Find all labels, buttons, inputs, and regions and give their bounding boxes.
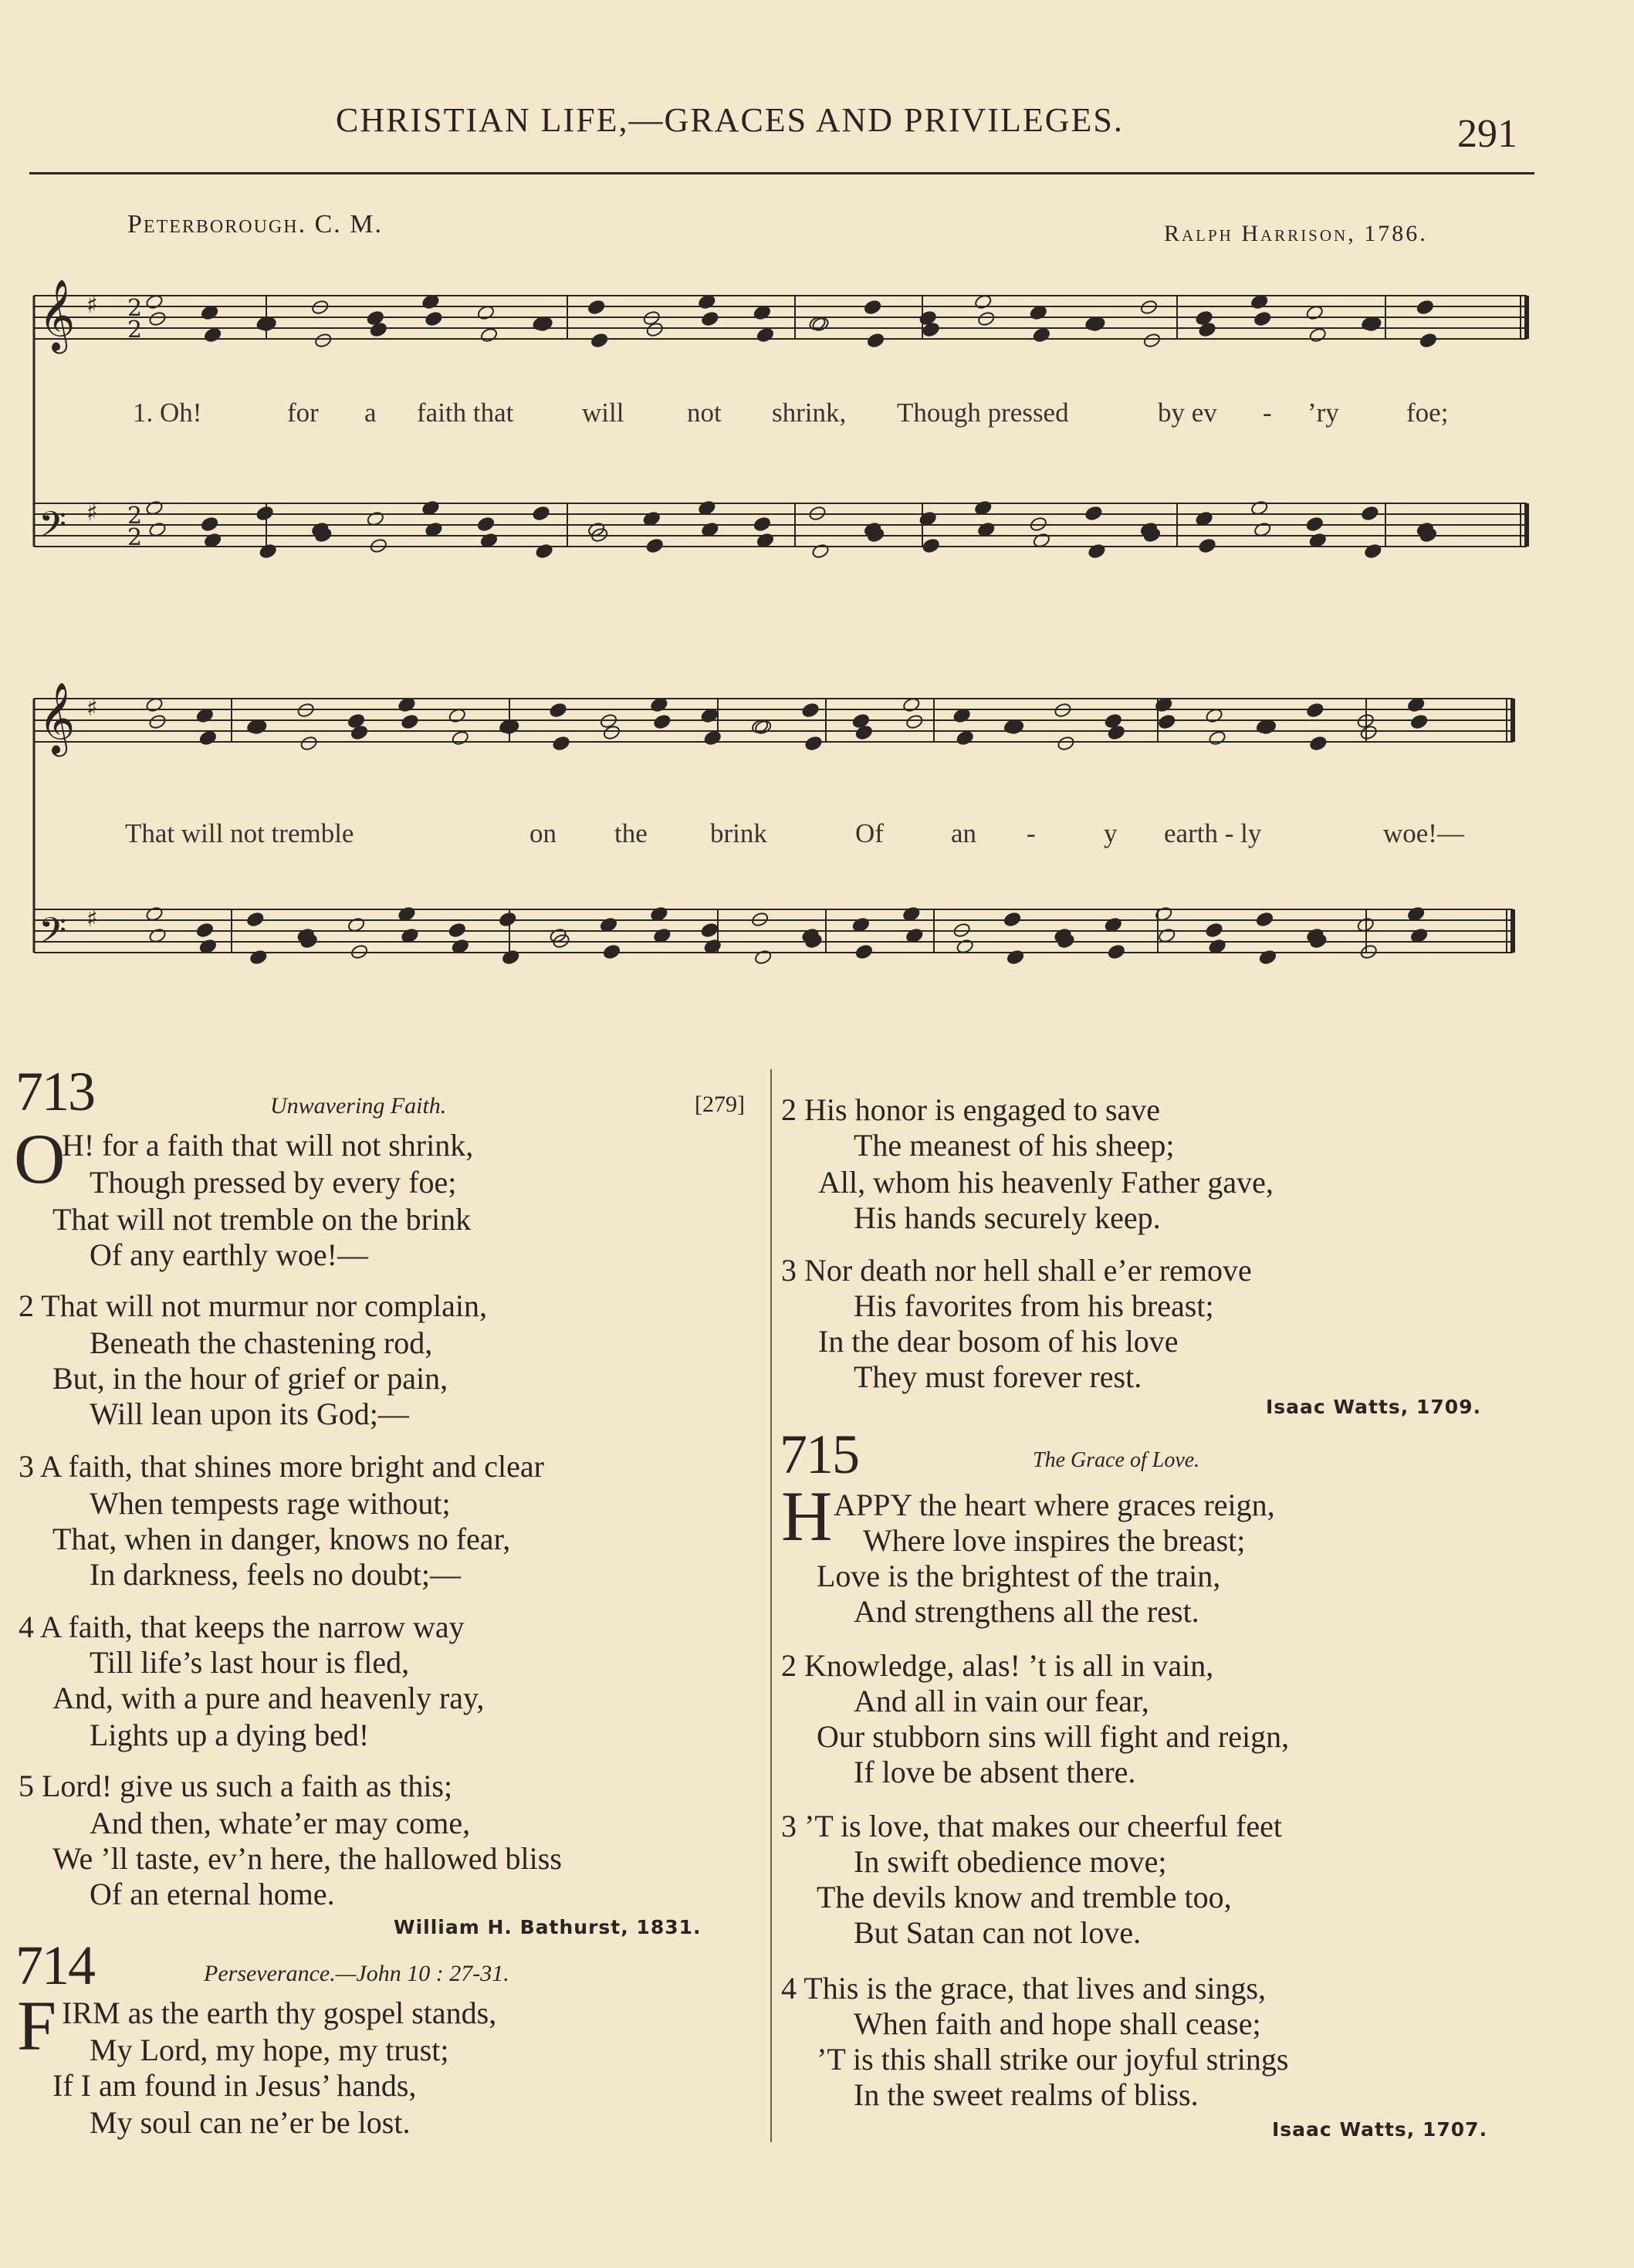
hymn-title: Unwavering Faith. xyxy=(270,1093,447,1119)
verse-line: 3 ’T is love, that makes our cheerful feet xyxy=(781,1809,1283,1843)
hymn-number: 713 xyxy=(15,1061,94,1122)
verse-line: In swift obedience move; xyxy=(854,1844,1167,1879)
verse-line: APPY the heart where graces reign, xyxy=(834,1488,1275,1522)
verse-line: 2 That will not murmur nor complain, xyxy=(19,1288,487,1323)
verse-line: And, with a pure and heavenly ray, xyxy=(52,1681,485,1715)
hymn-title: The Grace of Love. xyxy=(1033,1448,1200,1472)
verse-line: When faith and hope shall cease; xyxy=(854,2006,1261,2041)
music-score xyxy=(0,0,1634,1050)
verse-line: My Lord, my hope, my trust; xyxy=(90,2033,449,2067)
lyric-syllable: an xyxy=(951,818,977,848)
verse-line: ’T is this shall strike our joyful strings xyxy=(817,2042,1289,2077)
svg-text:♯: ♯ xyxy=(86,906,98,933)
verse-line: That, when in danger, knows no fear, xyxy=(52,1522,511,1556)
tune-name: Peterborough. C. M. xyxy=(127,210,383,239)
verse-line: 2 Knowledge, alas! ’t is all in vain, xyxy=(781,1648,1214,1683)
lyric-syllable: - xyxy=(1027,818,1036,848)
lyric-syllable: on xyxy=(529,818,557,848)
lyric-syllable: ’ry xyxy=(1308,398,1339,428)
lyric-syllable: a xyxy=(364,398,377,428)
verse-line: His hands securely keep. xyxy=(854,1200,1161,1235)
svg-text:2: 2 xyxy=(127,295,143,322)
svg-text:2: 2 xyxy=(127,503,143,530)
verse-line: Our stubborn sins will fight and reign, xyxy=(817,1719,1290,1754)
svg-text:2: 2 xyxy=(127,524,143,551)
lyric-syllable: earth - ly xyxy=(1164,818,1262,848)
svg-text:♯: ♯ xyxy=(86,499,98,526)
verse-line: Where love inspires the breast; xyxy=(863,1523,1246,1558)
drop-cap: O xyxy=(14,1119,66,1198)
verse-line: But, in the hour of grief or pain, xyxy=(52,1361,448,1396)
verse-line: That will not tremble on the brink xyxy=(52,1202,472,1237)
verse-line: They must forever rest. xyxy=(854,1359,1142,1394)
drop-cap: H xyxy=(781,1477,833,1555)
lyric-syllable: That will not tremble xyxy=(125,818,354,848)
column-divider xyxy=(770,1069,772,2142)
svg-text:𝄞: 𝄞 xyxy=(39,682,76,753)
verse-line: And all in vain our fear, xyxy=(854,1684,1149,1718)
verse-line: In the dear bosom of his love xyxy=(818,1324,1179,1359)
lyric-syllable: shrink, xyxy=(772,398,847,428)
lyric-syllable: Of xyxy=(855,818,884,848)
verse-line: When tempests rage without; xyxy=(90,1486,451,1521)
verse-line: In the sweet realms of bliss. xyxy=(854,2077,1199,2112)
verse-line: Lights up a dying bed! xyxy=(90,1718,370,1752)
hymn-author: Isaac Watts, 1707. xyxy=(1272,2118,1488,2141)
verse-line: In darkness, feels no doubt;— xyxy=(90,1557,462,1592)
svg-text:𝄢: 𝄢 xyxy=(39,910,67,960)
verse-line: The meanest of his sheep; xyxy=(854,1128,1175,1163)
svg-text:♯: ♯ xyxy=(86,292,98,319)
lyric-syllable: will xyxy=(582,398,624,428)
hymn-author: William H. Bathurst, 1831. xyxy=(394,1916,702,1938)
hymn-title: Perseverance.—John 10 : 27-31. xyxy=(204,1961,509,1986)
verse-line: But Satan can not love. xyxy=(854,1915,1142,1950)
lyric-syllable: - xyxy=(1263,398,1272,428)
verse-line: 3 A faith, that shines more bright and clear xyxy=(19,1449,544,1484)
drop-cap: F xyxy=(17,1986,57,2065)
verse-line: His favorites from his breast; xyxy=(854,1288,1214,1323)
verse-line: And then, whate’er may come, xyxy=(90,1806,471,1840)
verse-line: The devils know and tremble too, xyxy=(817,1880,1232,1914)
verse-line: Of an eternal home. xyxy=(90,1877,335,1911)
verse-line: Till life’s last hour is fled, xyxy=(90,1645,410,1680)
verse-line: 3 Nor death nor hell shall e’er remove xyxy=(781,1253,1252,1288)
lyric-syllable: faith that xyxy=(417,398,514,428)
hymn-reference: [279] xyxy=(695,1092,745,1117)
lyric-syllable: by ev xyxy=(1158,398,1217,428)
lyric-syllable: not xyxy=(687,398,722,428)
section-title: CHRISTIAN LIFE,—GRACES AND PRIVILEGES. xyxy=(336,101,1124,139)
page-number: 291 xyxy=(1457,112,1517,156)
verse-line: If I am found in Jesus’ hands, xyxy=(52,2068,417,2103)
lyric-syllable: woe!— xyxy=(1383,818,1464,848)
svg-text:2: 2 xyxy=(127,317,143,344)
verse-line: H! for a faith that will not shrink, xyxy=(62,1128,474,1163)
lyric-syllable: y xyxy=(1104,818,1118,848)
verse-line: My soul can ne’er be lost. xyxy=(90,2105,411,2140)
verse-line: We ’ll taste, ev’n here, the hallowed bliss xyxy=(52,1841,562,1876)
verse-line: Of any earthly woe!— xyxy=(90,1237,368,1272)
lyric-syllable: foe; xyxy=(1406,398,1449,428)
verse-line: Beneath the chastening rod, xyxy=(90,1325,433,1360)
verse-line: All, whom his heavenly Father gave, xyxy=(818,1165,1274,1200)
lyric-syllable: Though pressed xyxy=(897,398,1069,428)
tune-composer: Ralph Harrison, 1786. xyxy=(1164,221,1428,246)
verse-line: Though pressed by every foe; xyxy=(90,1165,457,1200)
verse-line: And strengthens all the rest. xyxy=(854,1594,1199,1629)
lyric-syllable: the xyxy=(614,818,648,848)
svg-text:♯: ♯ xyxy=(86,695,98,722)
verse-line: 5 Lord! give us such a faith as this; xyxy=(19,1769,453,1803)
svg-text:𝄞: 𝄞 xyxy=(39,279,76,350)
verse-line: If love be absent there. xyxy=(854,1755,1136,1789)
lyric-syllable: brink xyxy=(710,818,767,848)
verse-line: Love is the brightest of the train, xyxy=(817,1559,1221,1593)
verse-line: 4 This is the grace, that lives and sings, xyxy=(781,1971,1267,2006)
hymn-author: Isaac Watts, 1709. xyxy=(1266,1396,1482,1418)
hymn-number: 714 xyxy=(15,1935,94,1996)
verse-line: IRM as the earth thy gospel stands, xyxy=(62,1996,497,2030)
hymn-number: 715 xyxy=(780,1423,858,1485)
lyric-syllable: for xyxy=(287,398,319,428)
verse-line: 4 A faith, that keeps the narrow way xyxy=(19,1610,465,1644)
verse-line: Will lean upon its God;— xyxy=(90,1396,409,1431)
lyric-syllable: 1. Oh! xyxy=(133,398,202,428)
svg-text:𝄢: 𝄢 xyxy=(39,504,67,554)
verse-line: 2 His honor is engaged to save xyxy=(781,1092,1161,1127)
